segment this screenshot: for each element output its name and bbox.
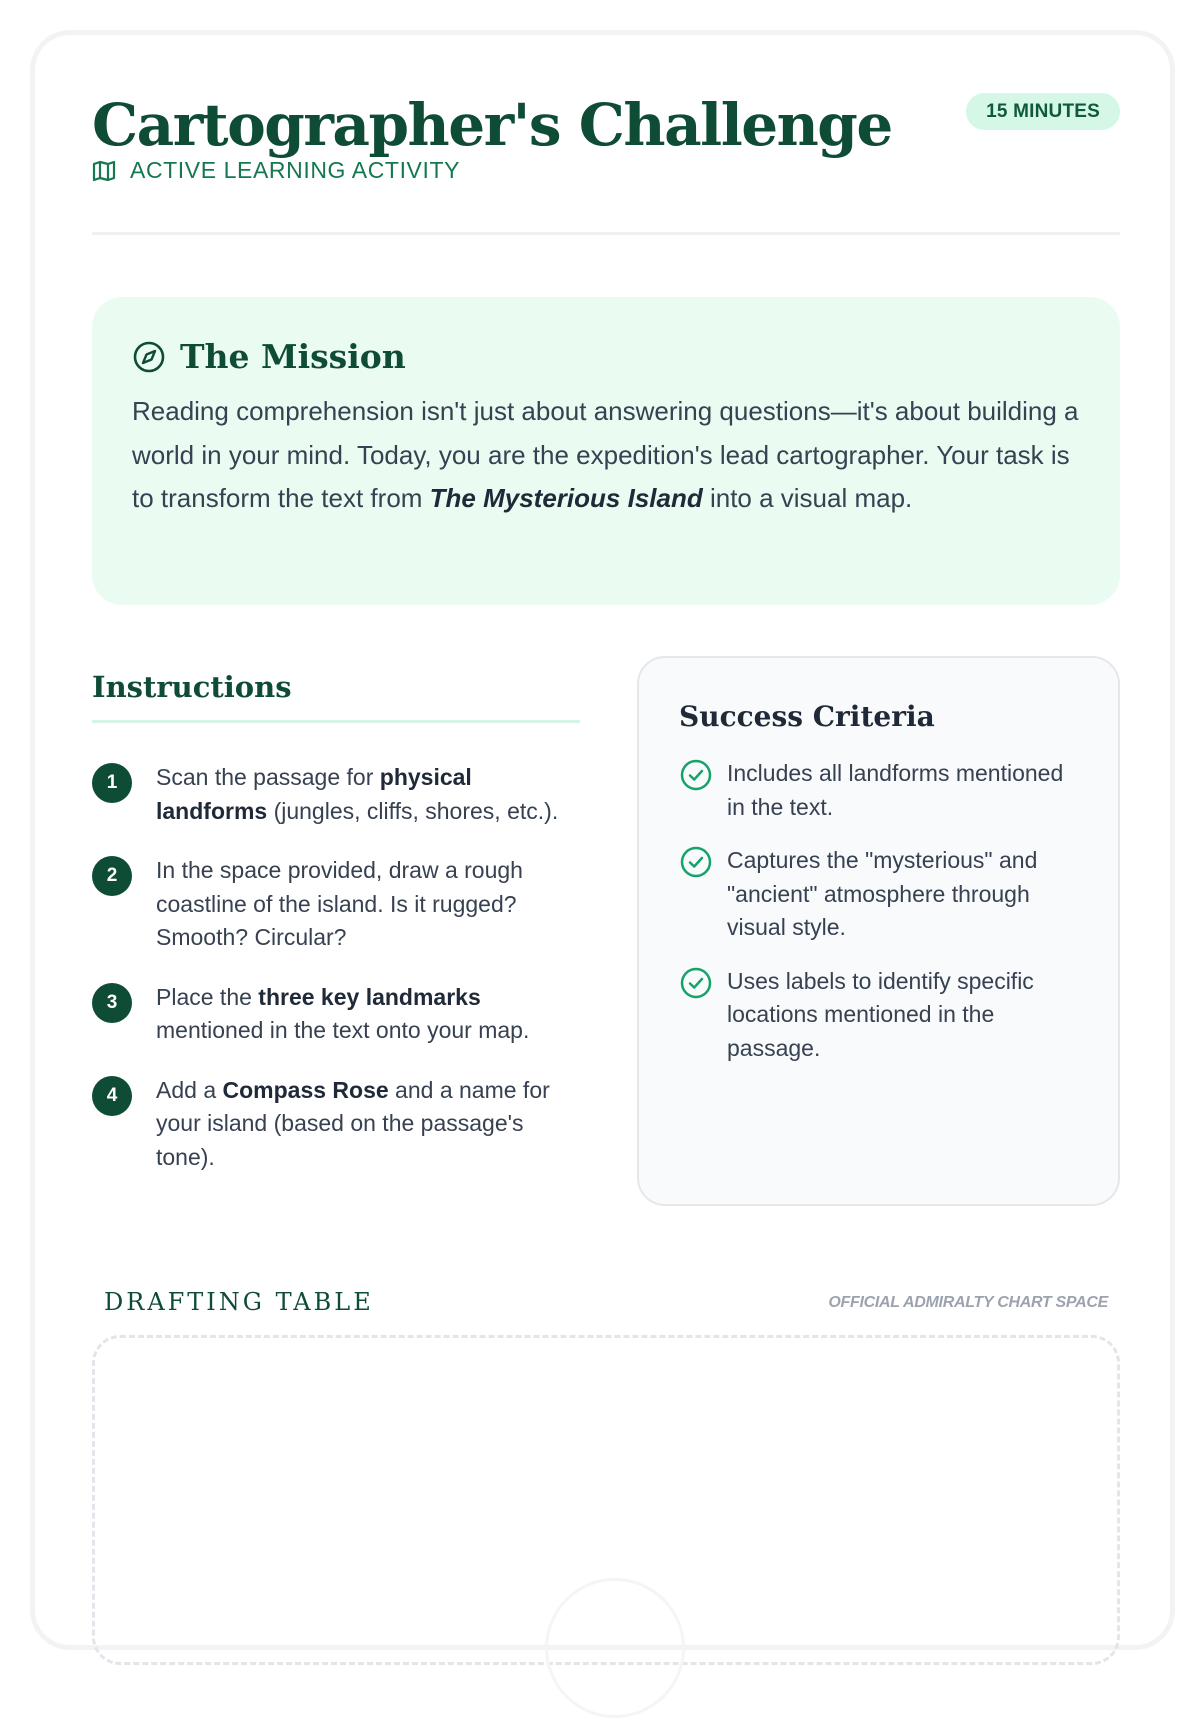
step-text-part: Add a xyxy=(156,1076,223,1103)
step-number: 1 xyxy=(92,763,132,803)
success-title: Success Criteria xyxy=(679,700,935,733)
instruction-step xyxy=(92,1074,580,1175)
check-circle-icon xyxy=(679,845,713,879)
step-number: 3 xyxy=(92,983,132,1023)
drafting-label: DRAFTING TABLE xyxy=(104,1288,374,1316)
criterion xyxy=(679,844,1078,945)
subtitle xyxy=(92,157,460,184)
criterion xyxy=(679,757,1078,824)
check-circle-icon xyxy=(679,966,713,1000)
subtitle-text: ACTIVE LEARNING ACTIVITY xyxy=(130,157,461,183)
step-text-part: (jungles, cliffs, shores, etc.). xyxy=(267,797,559,824)
step-text xyxy=(156,981,580,1048)
check-circle-icon xyxy=(679,758,713,792)
mission-text-tail: into a visual map. xyxy=(702,483,913,513)
step-text-part: In the space provided, draw a rough coastline of the island. Is it rugged? Smooth? Circular? xyxy=(156,857,523,950)
mission-panel xyxy=(92,297,1120,605)
drafting-area[interactable] xyxy=(92,1335,1120,1665)
duration-badge: 15 MINUTES xyxy=(966,93,1120,130)
mission-title: The Mission xyxy=(180,337,406,376)
mission-text xyxy=(132,390,1082,521)
step-number: 4 xyxy=(92,1076,132,1116)
step-emphasis: three key landmarks xyxy=(258,983,481,1010)
criterion-text: Uses labels to identify specific locations mentioned in the passage. xyxy=(727,967,1034,1061)
instructions-divider xyxy=(92,720,580,723)
drafting-watermark xyxy=(545,1578,685,1718)
step-number: 2 xyxy=(92,856,132,896)
step-text-part: Scan the passage for xyxy=(156,764,380,790)
success-criteria-panel xyxy=(637,656,1120,1206)
step-text-part: and a name for your island (based on the passage's tone). xyxy=(156,1076,550,1170)
steps-list xyxy=(92,761,580,1174)
compass-icon xyxy=(132,340,166,374)
instruction-step xyxy=(92,981,580,1048)
step-text xyxy=(156,1074,580,1175)
criterion-text: Includes all landforms mentioned in the text. xyxy=(727,760,1064,820)
step-text xyxy=(156,854,580,955)
book-title: The Mysterious Island xyxy=(429,483,703,513)
drafting-note: OFFICIAL ADMIRALTY CHART SPACE xyxy=(828,1294,1108,1311)
step-emphasis: physical landforms xyxy=(156,764,472,824)
instruction-step xyxy=(92,761,580,828)
step-text xyxy=(156,761,580,828)
criterion xyxy=(679,965,1078,1066)
instructions-title: Instructions xyxy=(92,670,292,704)
step-emphasis: Compass Rose xyxy=(222,1076,389,1103)
header xyxy=(92,35,1120,235)
map-icon xyxy=(92,160,116,182)
page-title: Cartographer's Challenge xyxy=(92,91,892,159)
criterion-text: Captures the "mysterious" and "ancient" atmosphere through visual style. xyxy=(727,847,1038,940)
step-text-part: Place the xyxy=(156,983,259,1010)
criteria-list xyxy=(679,757,1078,1065)
instruction-step xyxy=(92,854,580,955)
mission-header xyxy=(132,337,1080,376)
step-text-part: mentioned in the text onto your map. xyxy=(156,1017,530,1043)
mission-text-lead: Reading comprehension isn't just about answering questions—it's about building a world in your mind. Today, you are the expedition's lead cartographer. Your task is to transform the text from xyxy=(132,396,1079,513)
activity-card xyxy=(30,30,1175,1650)
instructions-section xyxy=(92,670,580,1200)
